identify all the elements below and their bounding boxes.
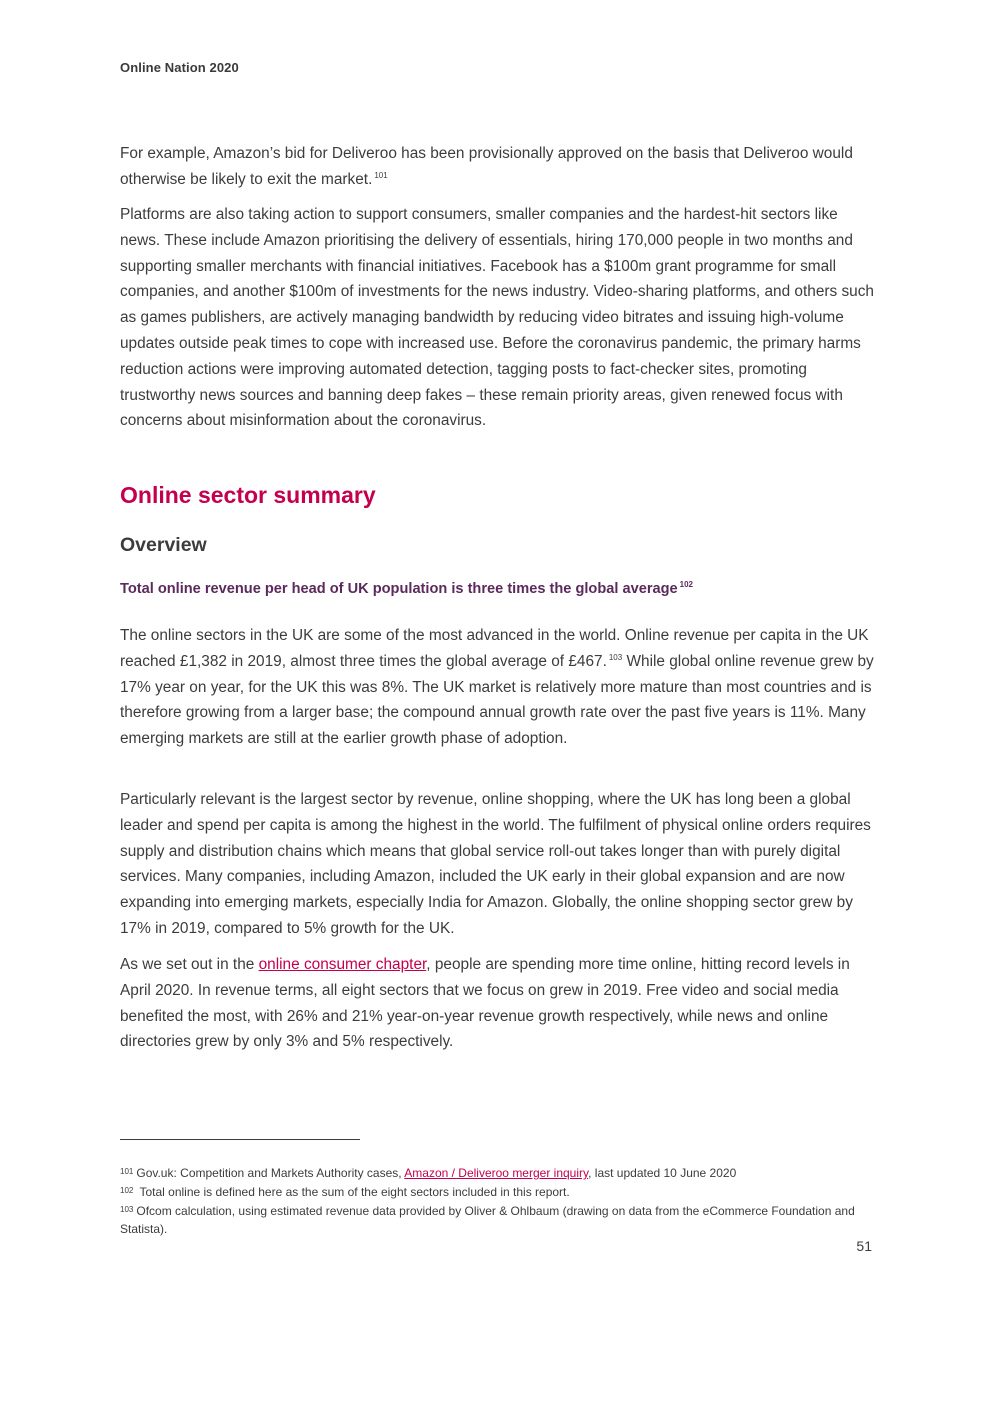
footnote-number: 101 [120,1167,134,1176]
footnote-ref-102[interactable]: 102 [679,580,693,589]
footnote-101 [120,1163,874,1182]
footnote-102 [120,1182,874,1201]
footnote-103 [120,1201,874,1238]
key-finding [120,581,693,597]
paragraph-text-b: While global online revenue grew by 17% year on year, for the UK this was 8%. The UK market is relatively more mature than most countries and is therefore growing from a larger base; the compound annual growth rate over the past five years is 11%. Many emerging markets are still at the earlier growth phase of adoption. [120,652,874,748]
footnote-ref-101[interactable]: 101 [374,170,388,180]
footnote-text-a: Ofcom calculation, using estimated revenue data provided by Oliver & Ohlbaum (drawing on data from the eCommerce Foundation and Statista). [120,1204,855,1236]
paragraph-uk-revenue [120,623,874,752]
paragraph-text-a: The online sectors in the UK are some of the most advanced in the world. Online revenue per capita in the UK reached £1,382 in 2019, almost three times the global average of £467. [120,627,869,670]
online-consumer-chapter-link[interactable]: online consumer chapter [258,956,427,973]
amazon-deliveroo-inquiry-link[interactable]: Amazon / Deliveroo merger inquiry [404,1166,589,1180]
footnote-ref-103[interactable]: 103 [608,652,623,662]
paragraph-text-a: As we set out in the [120,956,259,973]
footnote-divider [120,1139,360,1140]
paragraph-platforms-action: Platforms are also taking action to support consumers, smaller companies and the hardest-hit sectors like news. These include Amazon prioritising the delivery of essentials, hiring 170,000 people in two months and supporting smaller merchants with financial initiatives. Facebook has a $100m grant programme for small companies, and another $100m of investments for the news industry. Video-sharing platforms, and others such as games publishers, are actively managing bandwidth by reducing video bitrates and issuing high-volume updates outside peak times to cope with increased use. Before the coronavirus pandemic, the primary harms reduction actions were improving automated detection, tagging posts to fact-checker sites, promoting trustworthy news sources and banning deep fakes – these remain priority areas, given renewed focus with concerns about misinformation about the coronavirus. [120,206,874,430]
footnote-number: 103 [120,1205,134,1214]
document-page [120,0,874,1403]
paragraph-text-b: , people are spending more time online, hitting record levels in April 2020. In revenue terms, all eight sectors that we focus on grew in 2019. Free video and social media benefited the most, with 26% and 21% year-on-year revenue growth respectively, while news and online directories grew by only 3% and 5% respectively. [120,956,850,1051]
footnote-text-a: Gov.uk: Competition and Markets Authority cases, [136,1166,405,1180]
paragraph-time-online [120,952,874,1055]
running-header: Online Nation 2020 [120,60,239,75]
footnote-number: 102 [120,1186,134,1195]
paragraph-online-shopping: Particularly relevant is the largest sector by revenue, online shopping, where the UK has long been a global leader and spend per capita is among the highest in the world. The fulfilment of physical online orders requires supply and distribution chains which means that global service roll-out takes longer than with purely digital services. Many companies, including Amazon, included the UK early in their global expansion and are now expanding into emerging markets, especially India for Amazon. Globally, the online shopping sector grew by 17% in 2019, compared to 5% growth for the UK. [120,791,871,937]
paragraph-deliveroo [120,141,874,193]
section-heading: Online sector summary [120,482,376,508]
footnotes [120,1163,874,1238]
sub-heading-overview: Overview [120,534,207,556]
footnote-text-b: , last updated 10 June 2020 [588,1166,737,1180]
page-number: 51 [856,1238,872,1254]
footnote-text-a: Total online is defined here as the sum of the eight sectors included in this report. [136,1185,570,1199]
paragraph-text: For example, Amazon’s bid for Deliveroo has been provisionally approved on the basis that Deliveroo would otherwise be likely to exit the market. [120,145,853,188]
key-finding-text: Total online revenue per head of UK population is three times the global average [120,581,678,597]
